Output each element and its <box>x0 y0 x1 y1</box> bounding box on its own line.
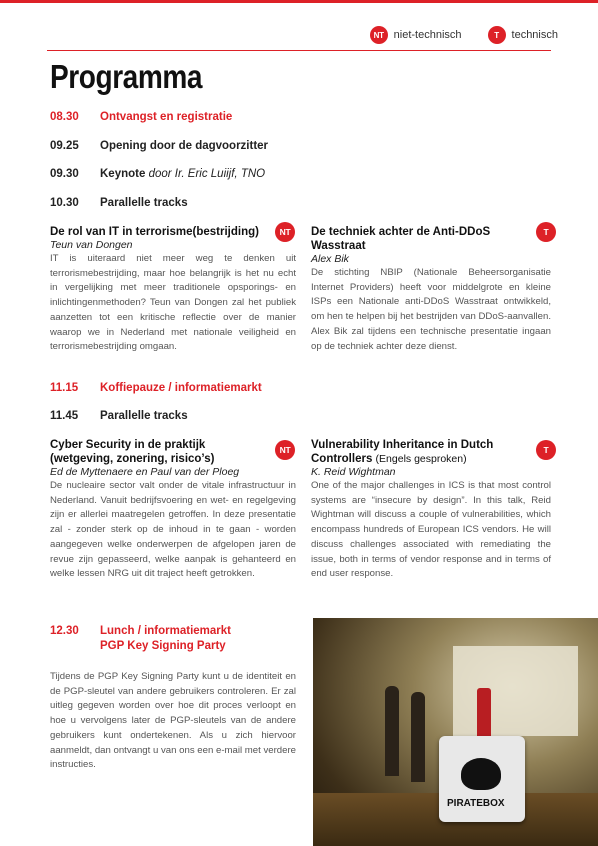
legend <box>370 26 558 44</box>
talk-speaker: Alex Bik <box>311 253 349 265</box>
talk-card <box>50 225 296 355</box>
schedule-item <box>50 382 262 394</box>
keynote-speaker: door Ir. Eric Luiijf, TNO <box>148 168 266 180</box>
schedule-label: Parallelle tracks <box>100 410 188 422</box>
t-badge-icon: T <box>536 222 556 242</box>
projector-screen <box>453 646 578 736</box>
lunch-description: Tijdens de PGP Key Signing Party kunt u de identiteit en de PGP-sleutel van andere gebruikers controleren. Er zal uitleg gegeven worden over hoe dit proces verloopt en hoe u vervolgens later de PGP-sleutels van de andere gebruikers kunt ondertekenen. Als u zich hiervoor aanmeldt, dan ontvangt u van ons een e-mail met verdere instructies. <box>50 671 296 771</box>
person-silhouette <box>385 686 399 776</box>
schedule-item <box>50 140 268 152</box>
schedule-time: 11.45 <box>50 410 79 422</box>
talk-speaker: K. Reid Wightman <box>311 466 396 478</box>
piratebox-photo <box>313 618 598 846</box>
piratebox-label: PIRATEBOX <box>447 798 505 809</box>
nt-badge-icon: NT <box>275 222 295 242</box>
schedule-item <box>50 410 188 422</box>
person-silhouette <box>411 692 425 782</box>
legend-t-label: technisch <box>511 29 558 41</box>
schedule-time: 09.30 <box>50 168 79 180</box>
schedule-item <box>50 168 265 180</box>
t-badge-icon: T <box>536 440 556 460</box>
red-tab <box>477 688 491 742</box>
talk-description: De stichting NBIP (Nationale Beheersorganisatie Internet Providers) heeft voor middelgrote en kleine ISPs een Nationale anti-DDoS Wasstraat ontwikkeld, om hen te helpen bij het bestrijden van DDoS-aanvallen. Alex Bik zal tijdens een technische presentatie ingaan op de techniek achter deze dienst. <box>311 267 551 352</box>
schedule-label: Keynote <box>100 168 146 180</box>
schedule-label: Parallelle tracks <box>100 197 188 209</box>
schedule-time: 10.30 <box>50 197 79 209</box>
schedule-time: 09.25 <box>50 140 79 152</box>
talk-title: De rol van IT in terrorisme(bestrijding) <box>50 226 259 238</box>
talk-speaker: Teun van Dongen <box>50 239 133 251</box>
lunch-line-2: PGP Key Signing Party <box>100 640 226 652</box>
schedule-time: 12.30 <box>50 625 79 637</box>
schedule-item <box>50 197 188 209</box>
talk-card <box>311 225 551 354</box>
lunch-heading <box>50 624 231 654</box>
talk-speaker: Ed de Myttenaere en Paul van der Ploeg <box>50 466 240 478</box>
schedule-label: Opening door de dagvoorzitter <box>100 140 269 152</box>
talk-title: Cyber Security in de praktijk (wetgeving, zonering, risico’s) <box>50 439 215 465</box>
nt-badge-icon: NT <box>275 440 295 460</box>
talk-card <box>50 438 296 582</box>
talk-title <box>311 438 521 466</box>
talk-description: De nucleaire sector valt onder de vitale infrastructuur in Nederland. Vanuit bedrijfsvoering en wet- en regelgeving zijn er allerlei maatregelen getroffen. In deze presentatie zal - zonder sterk op de inhoud in te gaan - worden aangegeven welke onderwerpen de afgelopen jaren de revue zijn gepasseerd, welke aanpak is gehanteerd en welke lessen NRG uit dit traject heeft getrokken. <box>50 480 296 580</box>
schedule-label: Koffiepauze / informatiemarkt <box>100 382 262 394</box>
header-divider <box>47 50 551 51</box>
talk-title-text: Vulnerability Inheritance in Dutch Controllers <box>311 439 494 465</box>
talk-description: IT is uiteraard niet meer weg te denken uit terrorismebestrijding, maar hoe belangrijk is het nu echt in vergelijking met meer traditionele opsporings- en inlichtingenmethoden? Teun van Dongen zal het publiek aanzetten tot een kritische reflectie over de manier waarop we in Nederland met nationale veiligheid en terrorismebestrijding omgaan. <box>50 253 296 353</box>
talk-title: De techniek achter de Anti-DDoS Wasstraat <box>311 226 491 252</box>
page-title: Programma <box>50 58 203 95</box>
schedule-time: 11.15 <box>50 382 79 394</box>
talk-card <box>311 438 551 582</box>
top-accent-rule <box>0 0 598 3</box>
talk-description: One of the major challenges in ICS is that most control systems are “insecure by design”. In this talk, Reid Wightman will discuss a couple of vulnerabilities, which encompass hundreds of European ICS vendors. He will discuss challenges associated with remediating the issue, both in terms of vendor response and in terms of end user response. <box>311 480 551 580</box>
legend-nt-label: niet-technisch <box>393 29 462 41</box>
t-badge-icon: T <box>488 26 506 44</box>
talk-language-note: (Engels gesproken) <box>375 453 467 465</box>
schedule-time: 08.30 <box>50 111 79 123</box>
nt-badge-icon: NT <box>370 26 388 44</box>
skull-logo-icon <box>461 758 501 790</box>
lunch-line-1: Lunch / informatiemarkt <box>100 625 231 637</box>
schedule-item <box>50 111 232 123</box>
schedule-label: Ontvangst en registratie <box>100 111 233 123</box>
